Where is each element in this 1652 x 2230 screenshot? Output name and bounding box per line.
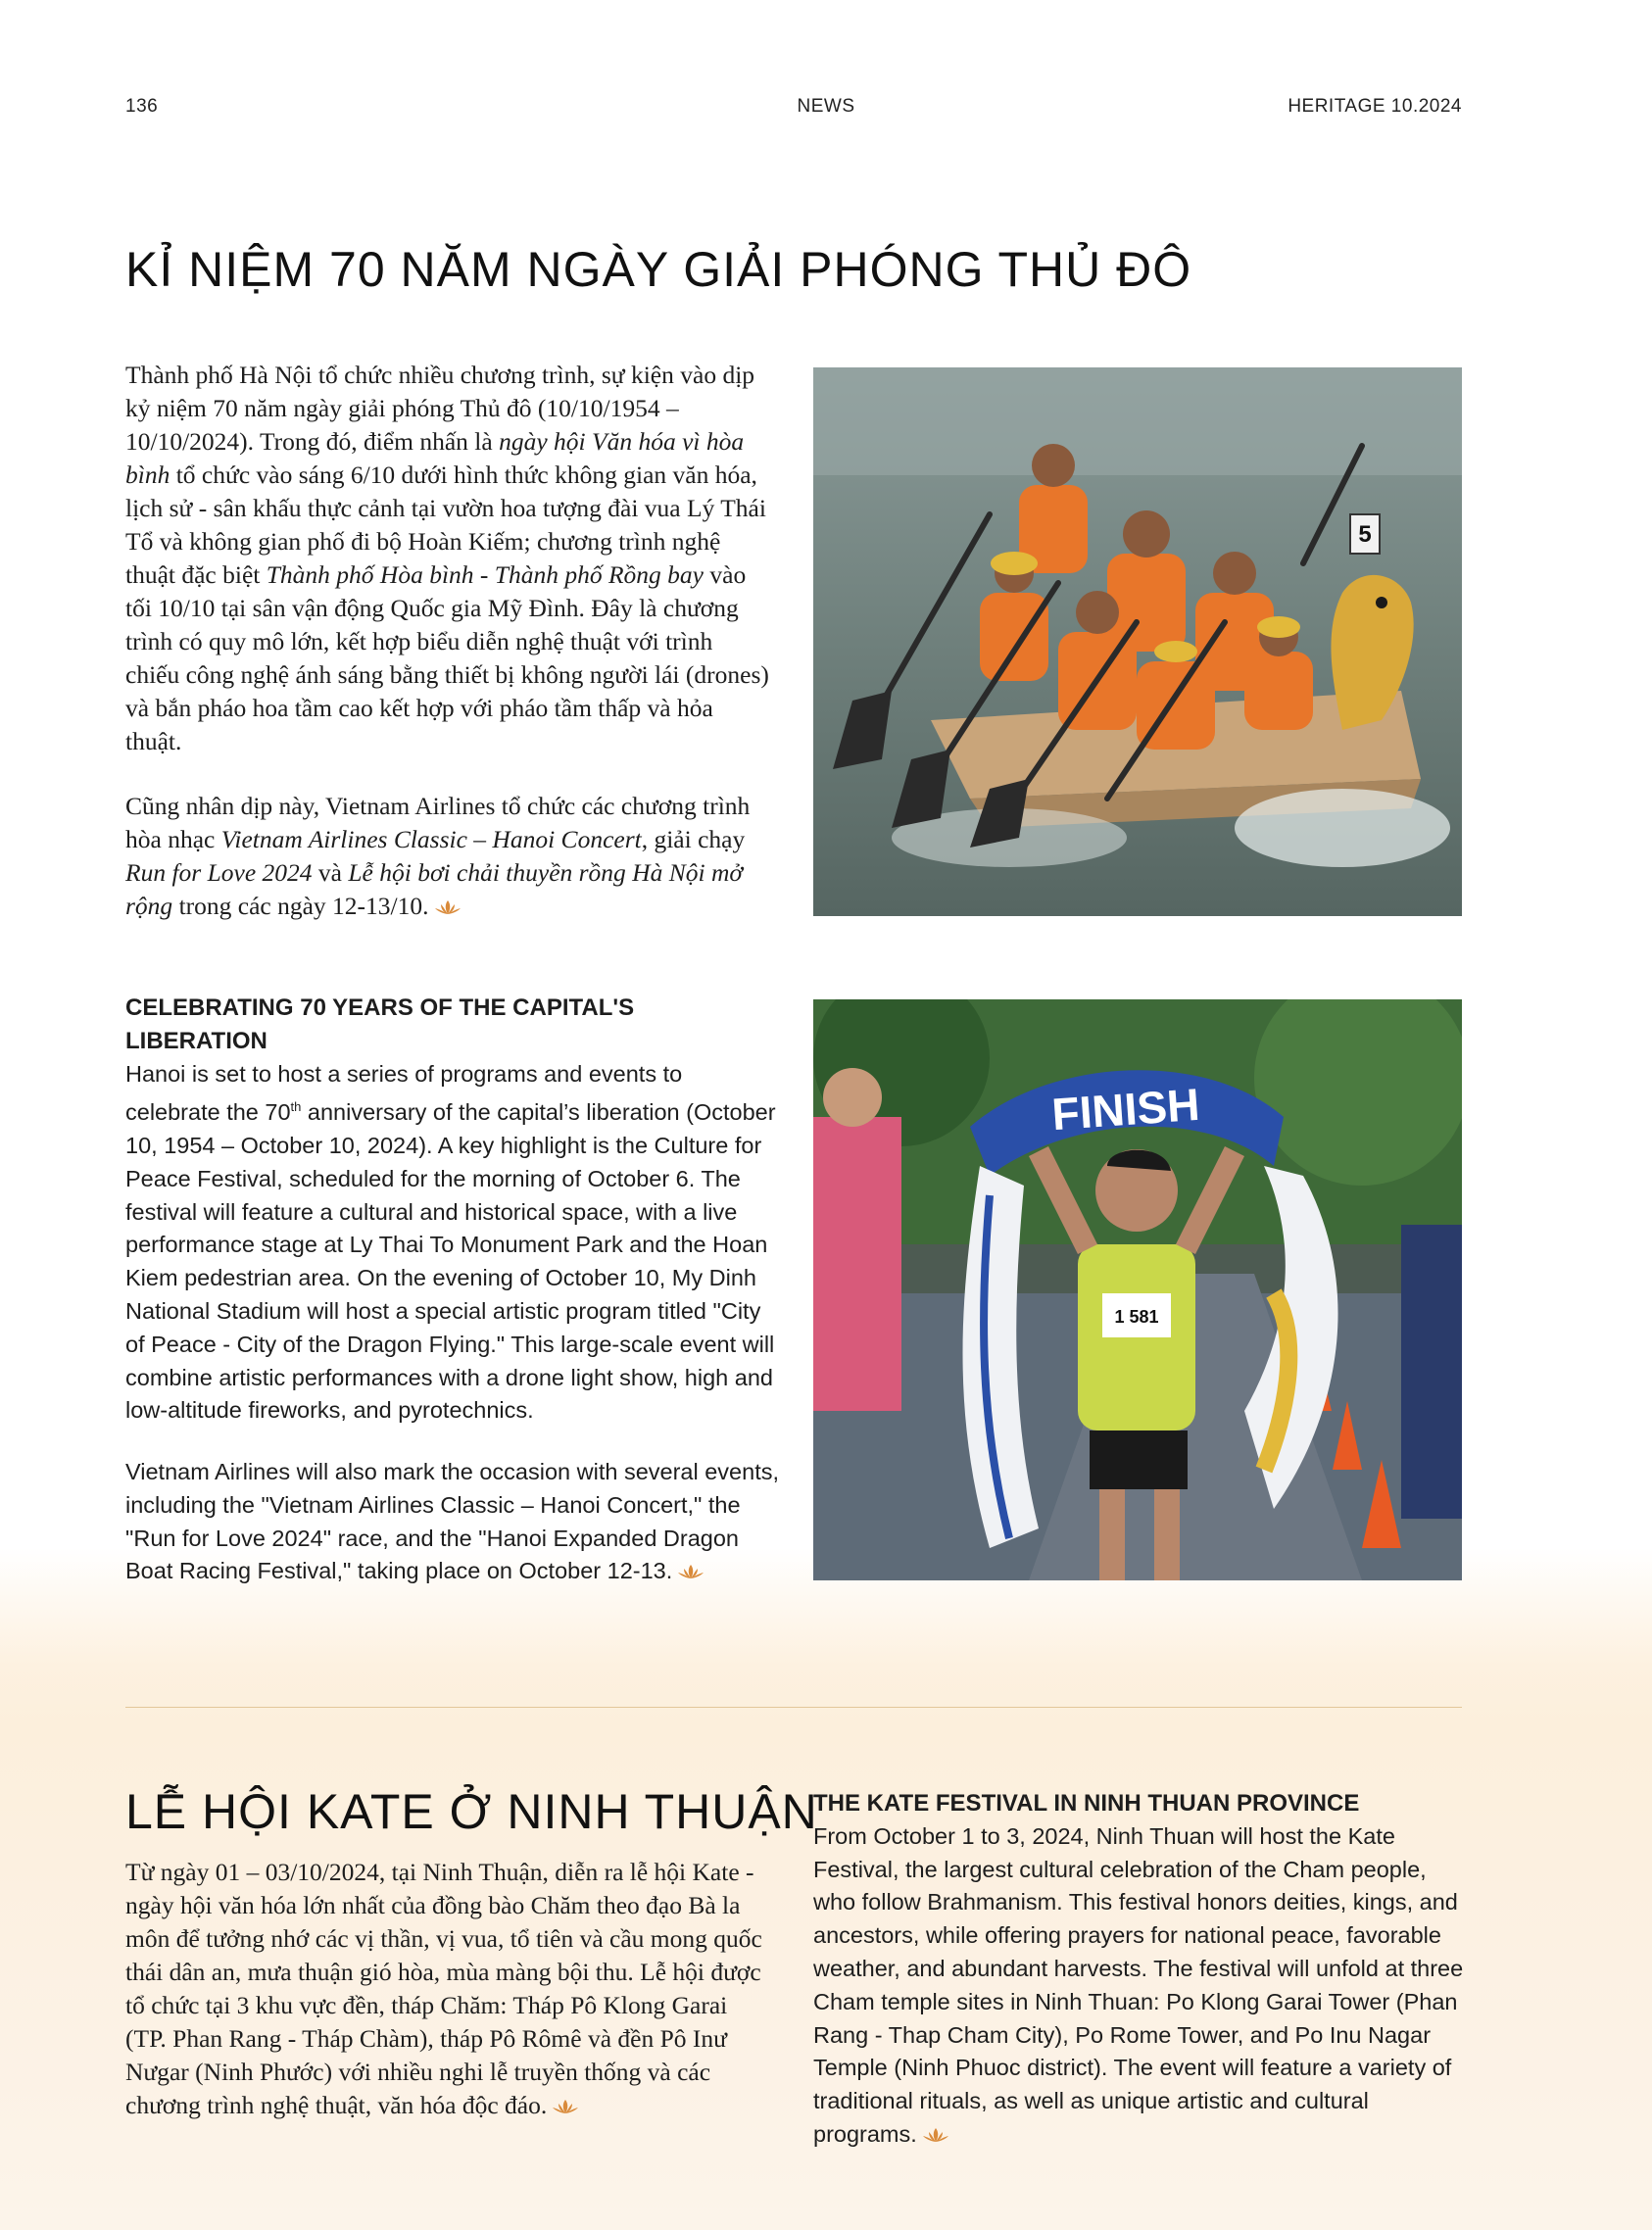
section-label: NEWS [797,96,855,117]
en-heading-1: CELEBRATING 70 YEARS OF THE CAPITAL'S LIBERATION [125,994,635,1054]
en-heading-2: THE KATE FESTIVAL IN NINH THUAN PROVINCE [813,1790,1360,1817]
page-number: 136 [125,96,159,117]
dragon-boat-photo [813,367,1462,916]
kate-vn-paragraph: Từ ngày 01 – 03/10/2024, tại Ninh Thuận, diễn ra lễ hội Kate - ngày hội văn hóa lớn nhất của đồng bào Chăm theo đạo Bà la môn để tưởng nhớ các vị thần, vị vua, tổ tiên và cầu mong quốc thái dân an, mưa thuận gió hòa, mùa màng bội thu. Lễ hội được tổ chức tại 3 khu vực đền, tháp Chăm: Tháp Pô Klong Garai (TP. Phan Rang - Tháp Chàm), tháp Pô Rômê và đền Pô Inư Nưgar (Ninh Phước) với nhiều nghi lễ truyền thống và các chương trình nghệ thuật, văn hóa độc đáo. [125,1858,762,2119]
vn-paragraph-2: Cũng nhân dịp này, Vietnam Airlines tổ chức các chương trình hòa nhạc Vietnam Airlines Classic – Hanoi Concert, giải chạy Run for Love 2024 và Lễ hội bơi chải thuyền rồng Hà Nội mở rộng trong các ngày 12-13/10. [125,792,751,920]
en-paragraph-1: CELEBRATING 70 YEARS OF THE CAPITAL'S LIBERATION Hanoi is set to host a series of programs and events to celebrate the 70th anniversary of the capital’s liberation (October 10, 1954 – October 10, 2024). A key highlight is the Culture for Peace Festival, scheduled for the morning of October 6. The festival will feature a cultural and historical space, with a live performance stage at Ly Thai To Monument Park and the Hoan Kiem pedestrian area. On the evening of October 10, My Dinh National Stadium will host a special artistic program titled "City of Peace - City of the Dragon Flying." This large-scale event will combine artistic performances with a drone light show, high and low-altitude fireworks, and pyrotechnics. [125,992,782,1428]
vn-paragraph-1: Thành phố Hà Nội tổ chức nhiều chương trình, sự kiện vào dịp kỷ niệm 70 năm ngày giải phóng Thủ đô (10/10/1954 – 10/10/2024). Trong đó, điểm nhấn là ngày hội Văn hóa vì hòa bình tổ chức vào sáng 6/10 dưới hình thức không gian văn hóa, lịch sử - sân khấu thực cảnh tại vườn hoa tượng đài vua Lý Thái Tổ và không gian phố đi bộ Hoàn Kiếm; chương trình nghệ thuật đặc biệt Thành phố Hòa bình - Thành phố Rồng bay vào tối 10/10 tại sân vận động Quốc gia Mỹ Đình. Đây là chương trình có quy mô lớn, kết hợp biểu diễn nghệ thuật với trình chiếu công nghệ ánh sáng bằng thiết bị không người lái (drones) và bắn pháo hoa tầm cao kết hợp với pháo tầm thấp và hỏa thuật. [125,361,769,755]
lotus-icon [551,2098,580,2115]
finish-runner-photo [813,999,1462,1580]
en-paragraph-2: Vietnam Airlines will also mark the occasion with several events, including the "Vietnam Airlines Classic – Hanoi Concert," the "Run for Love 2024" race, and the "Hanoi Expanded Dragon Boat Racing Festival," taking place on October 12-13. [125,1459,779,1584]
bib-number: 1 581 [1114,1307,1159,1327]
boat-flag-number: 5 [1358,521,1372,548]
article-title-vn: KỈ NIỆM 70 NĂM NGÀY GIẢI PHÓNG THỦ ĐÔ [125,242,1192,297]
article2-title-vn: LỄ HỘI KATE Ở NINH THUẬN [125,1784,818,1839]
finish-banner-text: FINISH [1049,1078,1201,1140]
kate-en-paragraph: THE KATE FESTIVAL IN NINH THUAN PROVINCE From October 1 to 3, 2024, Ninh Thuan will host the Kate Festival, the largest cultural celebration of the Cham people, who follow Brahmanism. This festival honors deities, kings, and ancestors, while offering prayers for national peace, favorable weather, and abundant harvests. The festival will unfold at three Cham temple sites in Ninh Thuan: Po Klong Garai Tower (Phan Rang - Thap Cham City), Po Rome Tower, and Po Inu Nagar Temple (Ninh Phuoc district). The event will feature a variety of traditional rituals, as well as unique artistic and cultural programs. [813,1787,1472,2152]
issue-label: HERITAGE 10.2024 [1288,96,1462,117]
lotus-icon [921,2126,950,2144]
lotus-icon [433,898,462,916]
lotus-icon [676,1563,705,1580]
section-divider [125,1707,1462,1708]
